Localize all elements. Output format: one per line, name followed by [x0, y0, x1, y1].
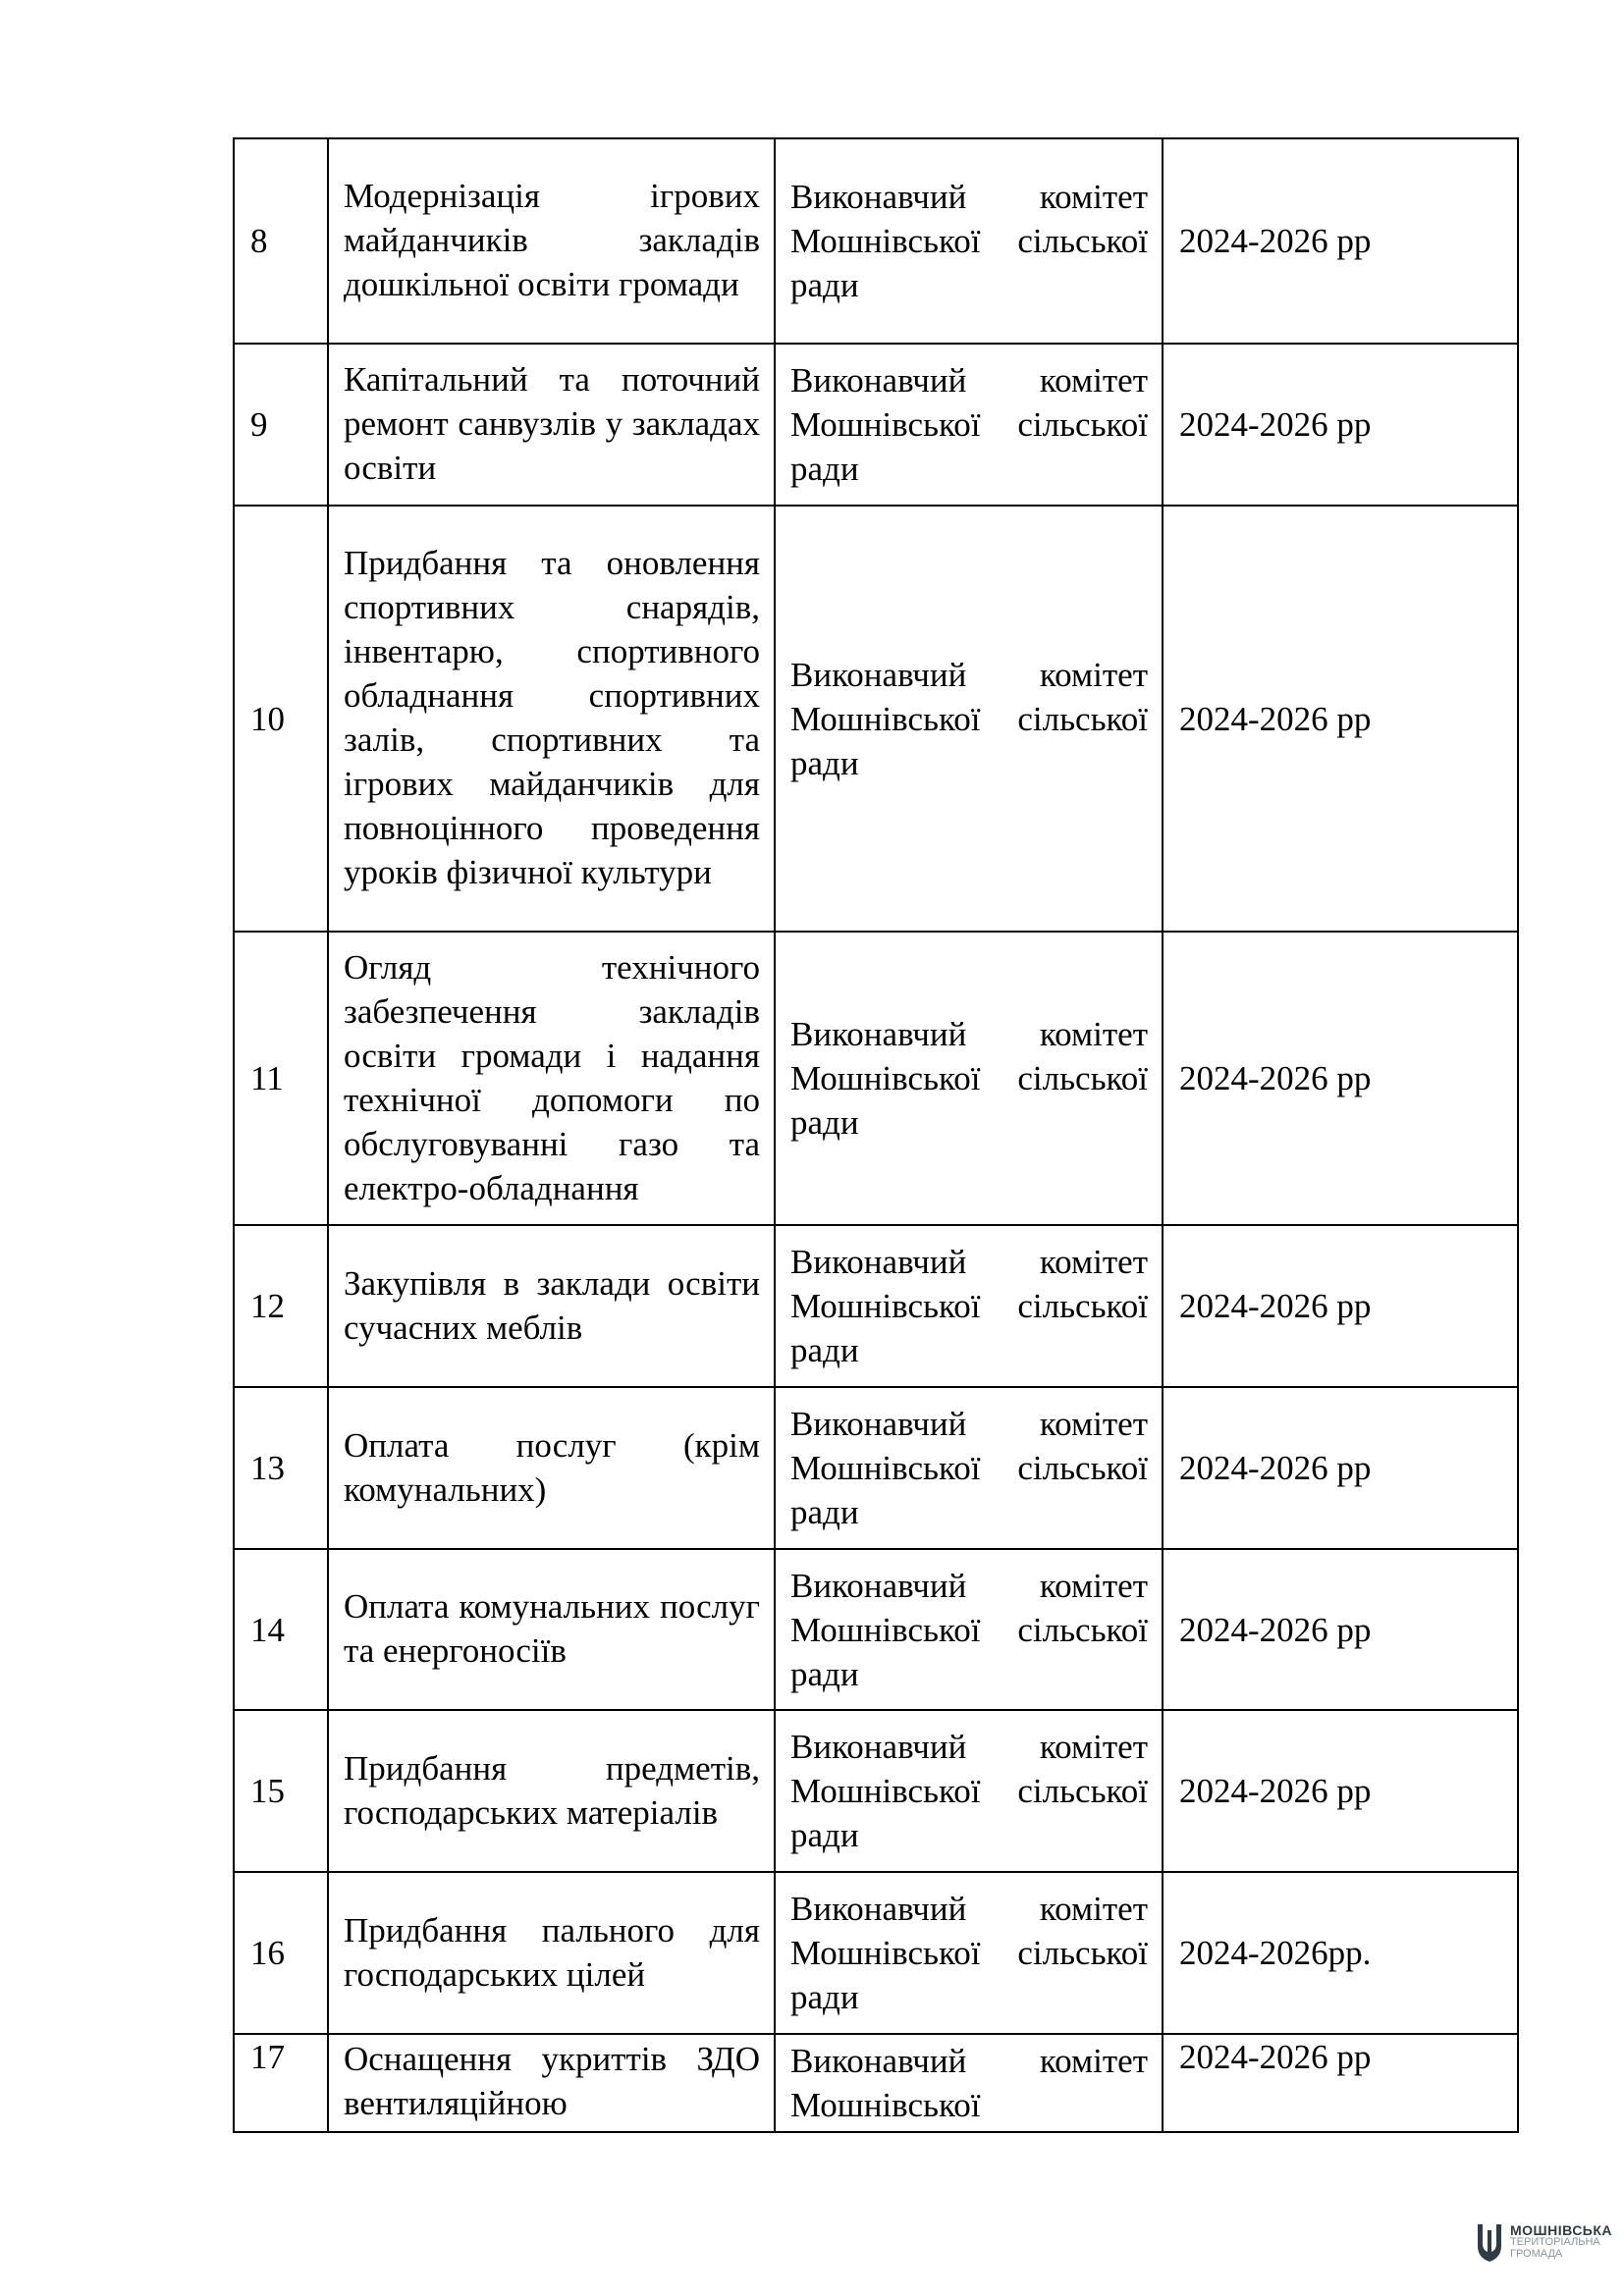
measure-name: Закупівля в заклади освіти сучасних меблів — [328, 1225, 775, 1387]
measure-name: Придбання пального для господарських цілей — [328, 1872, 775, 2034]
table-row — [234, 1872, 1518, 2034]
measure-name: Оснащення укриттів ЗДО вентиляційною — [328, 2034, 775, 2132]
row-number: 14 — [234, 1549, 328, 1710]
executor: Виконавчий комітет Мошнівської сільської ради — [775, 1872, 1163, 2034]
row-number: 15 — [234, 1710, 328, 1872]
community-logo — [1475, 2220, 1612, 2264]
executor: Виконавчий комітет Мошнівської сільської ради — [775, 1549, 1163, 1710]
table-row — [234, 1549, 1518, 1710]
executor: Виконавчий комітет Мошнівської сільської ради — [775, 1710, 1163, 1872]
table-row — [234, 344, 1518, 506]
row-number: 16 — [234, 1872, 328, 2034]
measure-name: Капітальний та поточний ремонт санвузлів у закладах освіти — [328, 344, 775, 506]
table-row — [234, 1710, 1518, 1872]
term: 2024-2026рр. — [1163, 1872, 1518, 2034]
table-row — [234, 932, 1518, 1225]
measure-name: Оплата комунальних послуг та енергоносіїв — [328, 1549, 775, 1710]
executor: Виконавчий комітет Мошнівської — [775, 2034, 1163, 2132]
row-number: 12 — [234, 1225, 328, 1387]
term: 2024-2026 рр — [1163, 1225, 1518, 1387]
logo-text — [1510, 2224, 1612, 2260]
term: 2024-2026 рр — [1163, 932, 1518, 1225]
measure-name: Оплата послуг (крім комунальних) — [328, 1387, 775, 1549]
table-row — [234, 2034, 1518, 2132]
trident-emblem-icon — [1475, 2220, 1504, 2264]
row-number: 9 — [234, 344, 328, 506]
row-number: 11 — [234, 932, 328, 1225]
executor: Виконавчий комітет Мошнівської сільської ради — [775, 506, 1163, 932]
executor: Виконавчий комітет Мошнівської сільської ради — [775, 1225, 1163, 1387]
measure-name: Придбання та оновлення спортивних снарядів, інвентарю, спортивного обладнання спортивних залів, спортивних та ігрових майданчиків для повноцінного проведення уроків фізичної культури — [328, 506, 775, 932]
executor: Виконавчий комітет Мошнівської сільської ради — [775, 344, 1163, 506]
measure-name: Модернізація ігрових майданчиків закладів дошкільної освіти громади — [328, 138, 775, 344]
table-row — [234, 1225, 1518, 1387]
term: 2024-2026 рр — [1163, 1549, 1518, 1710]
row-number: 10 — [234, 506, 328, 932]
table-row — [234, 138, 1518, 344]
term: 2024-2026 рр — [1163, 344, 1518, 506]
row-number: 8 — [234, 138, 328, 344]
row-number: 17 — [234, 2034, 328, 2132]
logo-line-1: МОШНІВСЬКА — [1510, 2222, 1613, 2238]
logo-line-2: ТЕРИТОРІАЛЬНА — [1510, 2236, 1600, 2248]
measures-table — [233, 137, 1519, 2133]
term: 2024-2026 рр — [1163, 1710, 1518, 1872]
table-row — [234, 506, 1518, 932]
term: 2024-2026 рр — [1163, 1387, 1518, 1549]
executor: Виконавчий комітет Мошнівської сільської ради — [775, 1387, 1163, 1549]
measure-name: Огляд технічного забезпечення закладів освіти громади і надання технічної допомоги по обслуговуванні газо та електро-обладнання — [328, 932, 775, 1225]
logo-line-3: ГРОМАДА — [1510, 2248, 1563, 2260]
executor: Виконавчий комітет Мошнівської сільської ради — [775, 138, 1163, 344]
measure-name: Придбання предметів, господарських матеріалів — [328, 1710, 775, 1872]
table-row — [234, 1387, 1518, 1549]
executor: Виконавчий комітет Мошнівської сільської ради — [775, 932, 1163, 1225]
term: 2024-2026 рр — [1163, 2034, 1518, 2132]
term: 2024-2026 рр — [1163, 506, 1518, 932]
term: 2024-2026 рр — [1163, 138, 1518, 344]
row-number: 13 — [234, 1387, 328, 1549]
